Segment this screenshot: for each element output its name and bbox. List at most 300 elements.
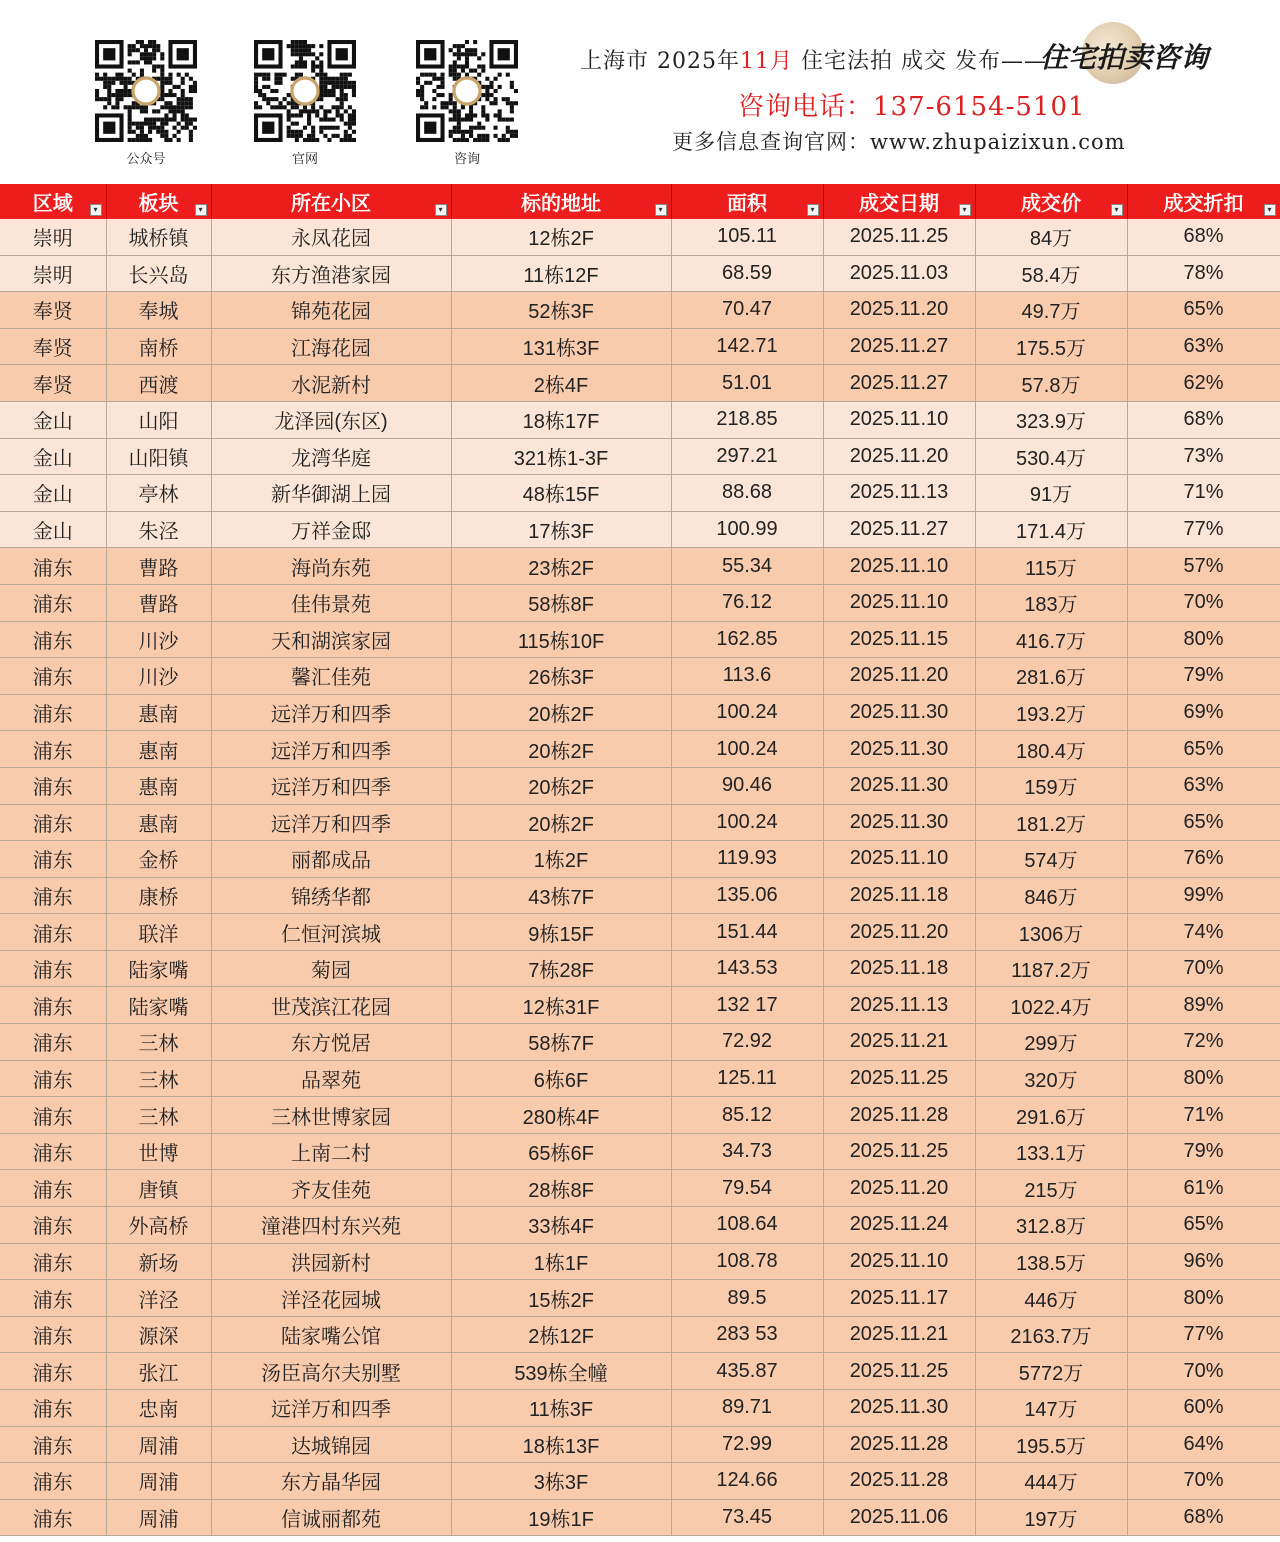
cell-area: 68.59 [671,255,823,292]
cell-date: 2025.11.17 [823,1280,975,1317]
cell-community: 锦苑花园 [211,292,451,329]
table-row[interactable] [0,328,1280,365]
cell-price: 446万 [975,1280,1127,1317]
cell-community: 馨汇佳苑 [211,658,451,695]
cell-area: 88.68 [671,475,823,512]
cell-price: 171.4万 [975,511,1127,548]
table-header-row [0,184,1280,219]
cell-area: 79.54 [671,1170,823,1207]
cell-discount: 63% [1127,328,1280,365]
cell-area: 435.87 [671,1353,823,1390]
cell-address: 280栋4F [451,1097,671,1134]
cell-discount: 68% [1127,219,1280,255]
cell-price: 5772万 [975,1353,1127,1390]
cell-price: 57.8万 [975,365,1127,402]
cell-area: 100.24 [671,731,823,768]
cell-block: 周浦 [106,1426,211,1463]
table-row[interactable] [0,841,1280,878]
cell-date: 2025.11.10 [823,1243,975,1280]
cell-area: 90.46 [671,767,823,804]
cell-region: 浦东 [0,841,106,878]
cell-region: 浦东 [0,584,106,621]
cell-date: 2025.11.15 [823,621,975,658]
cell-price: 312.8万 [975,1207,1127,1244]
cell-address: 17栋3F [451,511,671,548]
cell-price: 1306万 [975,914,1127,951]
cell-region: 浦东 [0,1353,106,1390]
qr-code-wechat[interactable] [95,40,197,167]
cell-region: 奉贤 [0,292,106,329]
cell-date: 2025.11.24 [823,1207,975,1244]
cell-community: 江海花园 [211,328,451,365]
cell-date: 2025.11.10 [823,401,975,438]
qr-caption: 官网 [291,152,318,167]
cell-address: 65栋6F [451,1133,671,1170]
cell-address: 12栋2F [451,219,671,255]
cell-address: 52栋3F [451,292,671,329]
cell-region: 金山 [0,438,106,475]
cell-block: 洋泾 [106,1280,211,1317]
cell-address: 321栋1-3F [451,438,671,475]
cell-date: 2025.11.30 [823,1390,975,1427]
cell-date: 2025.11.10 [823,584,975,621]
cell-block: 川沙 [106,658,211,695]
cell-discount: 69% [1127,694,1280,731]
cell-price: 138.5万 [975,1243,1127,1280]
cell-area: 132 17 [671,987,823,1024]
table-row[interactable] [0,511,1280,548]
website-link[interactable]: www.zhupaizixun.com [870,130,1126,154]
table-row[interactable] [0,658,1280,695]
cell-region: 浦东 [0,987,106,1024]
cell-area: 125.11 [671,1060,823,1097]
cell-region: 浦东 [0,621,106,658]
cell-community: 达城锦园 [211,1426,451,1463]
cell-region: 浦东 [0,1060,106,1097]
cell-discount: 64% [1127,1426,1280,1463]
cell-region: 金山 [0,511,106,548]
cell-community: 洋泾花园城 [211,1280,451,1317]
cell-block: 三林 [106,1060,211,1097]
table-row[interactable] [0,292,1280,329]
title-suffix: 住宅法拍 成交 发布—— [792,49,1047,74]
table-row[interactable] [0,914,1280,951]
cell-community: 远洋万和四季 [211,804,451,841]
qr-caption: 咨询 [453,152,480,167]
cell-region: 浦东 [0,1024,106,1061]
cell-address: 7栋28F [451,950,671,987]
cell-discount: 62% [1127,365,1280,402]
cell-region: 金山 [0,475,106,512]
cell-discount: 76% [1127,841,1280,878]
cell-price: 1187.2万 [975,950,1127,987]
cell-region: 金山 [0,401,106,438]
cell-address: 18栋17F [451,401,671,438]
table-row[interactable] [0,767,1280,804]
cell-area: 85.12 [671,1097,823,1134]
cell-discount: 68% [1127,1499,1280,1536]
cell-address: 539栋全幢 [451,1353,671,1390]
cell-region: 奉贤 [0,328,106,365]
table-row[interactable] [0,731,1280,768]
column-header-discount[interactable]: 成交折扣 ▾ [1127,184,1280,219]
cell-area: 143.53 [671,950,823,987]
cell-discount: 73% [1127,438,1280,475]
cell-community: 锦绣华都 [211,877,451,914]
cell-block: 外高桥 [106,1207,211,1244]
cell-area: 55.34 [671,548,823,585]
cell-area: 151.44 [671,914,823,951]
cell-discount: 60% [1127,1390,1280,1427]
cell-price: 58.4万 [975,255,1127,292]
cell-discount: 96% [1127,1243,1280,1280]
cell-price: 180.4万 [975,731,1127,768]
cell-community: 远洋万和四季 [211,694,451,731]
cell-date: 2025.11.13 [823,475,975,512]
table-row[interactable] [0,1353,1280,1390]
cell-discount: 77% [1127,1316,1280,1353]
cell-block: 陆家嘴 [106,950,211,987]
table-row[interactable] [0,1097,1280,1134]
cell-date: 2025.11.30 [823,767,975,804]
cell-address: 20栋2F [451,804,671,841]
cell-discount: 80% [1127,1060,1280,1097]
table-row[interactable] [0,1170,1280,1207]
cell-region: 浦东 [0,1390,106,1427]
cell-block: 世博 [106,1133,211,1170]
table-row[interactable] [0,584,1280,621]
table-row[interactable] [0,694,1280,731]
cell-discount: 70% [1127,584,1280,621]
cell-area: 51.01 [671,365,823,402]
cell-area: 135.06 [671,877,823,914]
qr-caption: 公众号 [126,152,166,167]
cell-discount: 89% [1127,987,1280,1024]
table-row[interactable] [0,1024,1280,1061]
cell-block: 惠南 [106,694,211,731]
cell-block: 新场 [106,1243,211,1280]
cell-block: 联洋 [106,914,211,951]
cell-price: 147万 [975,1390,1127,1427]
cell-community: 龙湾华庭 [211,438,451,475]
cell-area: 34.73 [671,1133,823,1170]
column-header-community[interactable]: 所在小区 ▾ [211,184,451,219]
cell-region: 浦东 [0,877,106,914]
column-header-address[interactable]: 标的地址 ▾ [451,184,671,219]
cell-discount: 65% [1127,804,1280,841]
filter-dropdown-icon[interactable]: ▾ [435,204,447,216]
cell-price: 323.9万 [975,401,1127,438]
cell-address: 6栋6F [451,1060,671,1097]
filter-dropdown-icon[interactable]: ▾ [959,204,971,216]
website-line [672,126,1126,156]
brand-logo: 住宅拍卖咨询 [1040,41,1209,74]
cell-community: 齐友佳苑 [211,1170,451,1207]
qr-code-website[interactable] [254,40,356,167]
cell-area: 113.6 [671,658,823,695]
cell-address: 20栋2F [451,731,671,768]
cell-block: 惠南 [106,804,211,841]
cell-price: 175.5万 [975,328,1127,365]
cell-discount: 61% [1127,1170,1280,1207]
cell-block: 惠南 [106,731,211,768]
cell-price: 84万 [975,219,1127,255]
cell-region: 浦东 [0,1097,106,1134]
cell-date: 2025.11.03 [823,255,975,292]
cell-address: 20栋2F [451,767,671,804]
cell-address: 11栋12F [451,255,671,292]
cell-address: 2栋4F [451,365,671,402]
cell-price: 91万 [975,475,1127,512]
cell-address: 115栋10F [451,621,671,658]
cell-block: 曹路 [106,584,211,621]
cell-region: 浦东 [0,1280,106,1317]
cell-discount: 99% [1127,877,1280,914]
cell-area: 108.78 [671,1243,823,1280]
cell-price: 1022.4万 [975,987,1127,1024]
cell-address: 2栋12F [451,1316,671,1353]
table-row[interactable] [0,219,1280,255]
qr-code-icon [416,40,518,142]
cell-date: 2025.11.06 [823,1499,975,1536]
cell-discount: 70% [1127,1463,1280,1500]
cell-address: 3栋3F [451,1463,671,1500]
cell-price: 197万 [975,1499,1127,1536]
cell-address: 43栋7F [451,877,671,914]
cell-date: 2025.11.13 [823,987,975,1024]
cell-date: 2025.11.20 [823,292,975,329]
cell-price: 291.6万 [975,1097,1127,1134]
cell-community: 汤臣高尔夫别墅 [211,1353,451,1390]
cell-date: 2025.11.30 [823,694,975,731]
column-header-block[interactable]: 板块 ▾ [106,184,211,219]
cell-region: 浦东 [0,731,106,768]
table-row[interactable] [0,1207,1280,1244]
cell-region: 崇明 [0,219,106,255]
table-row[interactable] [0,438,1280,475]
table-row[interactable] [0,804,1280,841]
table-row[interactable] [0,621,1280,658]
cell-region: 浦东 [0,694,106,731]
cell-date: 2025.11.25 [823,219,975,255]
cell-address: 11栋3F [451,1390,671,1427]
title-month: 11月 [739,49,793,74]
cell-block: 亭林 [106,475,211,512]
cell-address: 15栋2F [451,1280,671,1317]
table-row[interactable] [0,1280,1280,1317]
cell-community: 远洋万和四季 [211,767,451,804]
cell-area: 218.85 [671,401,823,438]
table-row[interactable] [0,401,1280,438]
cell-community: 丽都成品 [211,841,451,878]
column-header-region[interactable]: 区域 ▾ [0,184,106,219]
cell-community: 海尚东苑 [211,548,451,585]
cell-area: 100.99 [671,511,823,548]
cell-community: 陆家嘴公馆 [211,1316,451,1353]
column-header-area[interactable]: 面积 ▾ [671,184,823,219]
cell-area: 283 53 [671,1316,823,1353]
cell-price: 530.4万 [975,438,1127,475]
cell-date: 2025.11.21 [823,1024,975,1061]
cell-price: 193.2万 [975,694,1127,731]
cell-date: 2025.11.28 [823,1463,975,1500]
phone-number[interactable]: 137-6154-5101 [873,92,1086,122]
cell-area: 100.24 [671,804,823,841]
cell-community: 天和湖滨家园 [211,621,451,658]
cell-community: 三林世博家园 [211,1097,451,1134]
cell-discount: 65% [1127,1207,1280,1244]
cell-address: 1栋2F [451,841,671,878]
table-row[interactable] [0,1133,1280,1170]
cell-community: 水泥新村 [211,365,451,402]
cell-area: 124.66 [671,1463,823,1500]
cell-area: 119.93 [671,841,823,878]
cell-discount: 77% [1127,511,1280,548]
cell-community: 新华御湖上园 [211,475,451,512]
cell-discount: 68% [1127,401,1280,438]
cell-discount: 70% [1127,950,1280,987]
cell-area: 297.21 [671,438,823,475]
cell-area: 72.99 [671,1426,823,1463]
cell-region: 浦东 [0,1426,106,1463]
title-prefix: 上海市 2025年 [580,49,740,74]
filter-dropdown-icon[interactable]: ▾ [1111,204,1123,216]
cell-block: 金桥 [106,841,211,878]
cell-address: 26栋3F [451,658,671,695]
cell-date: 2025.11.28 [823,1097,975,1134]
filter-dropdown-icon[interactable]: ▾ [1264,204,1276,216]
cell-date: 2025.11.10 [823,548,975,585]
table-row[interactable] [0,548,1280,585]
cell-address: 28栋8F [451,1170,671,1207]
column-header-price[interactable]: 成交价 ▾ [975,184,1127,219]
cell-block: 唐镇 [106,1170,211,1207]
cell-date: 2025.11.27 [823,511,975,548]
cell-date: 2025.11.20 [823,1170,975,1207]
cell-block: 长兴岛 [106,255,211,292]
website-label: 更多信息查询官网： [672,130,870,154]
cell-region: 浦东 [0,548,106,585]
cell-address: 131栋3F [451,328,671,365]
cell-block: 川沙 [106,621,211,658]
cell-price: 133.1万 [975,1133,1127,1170]
cell-date: 2025.11.25 [823,1133,975,1170]
cell-region: 浦东 [0,1133,106,1170]
cell-price: 320万 [975,1060,1127,1097]
table-row[interactable] [0,1390,1280,1427]
cell-region: 浦东 [0,1170,106,1207]
cell-address: 58栋8F [451,584,671,621]
filter-dropdown-icon[interactable]: ▾ [807,204,819,216]
cell-price: 181.2万 [975,804,1127,841]
cell-community: 佳伟景苑 [211,584,451,621]
auction-table [0,184,1280,1536]
cell-date: 2025.11.20 [823,438,975,475]
cell-area: 100.24 [671,694,823,731]
cell-area: 89.71 [671,1390,823,1427]
cell-block: 山阳 [106,401,211,438]
table-row[interactable] [0,1316,1280,1353]
table-body [0,219,1280,1536]
cell-region: 浦东 [0,658,106,695]
table-row[interactable] [0,255,1280,292]
filter-dropdown-icon[interactable]: ▾ [90,204,102,216]
cell-block: 南桥 [106,328,211,365]
cell-date: 2025.11.27 [823,328,975,365]
cell-date: 2025.11.20 [823,658,975,695]
cell-block: 奉城 [106,292,211,329]
cell-community: 菊园 [211,950,451,987]
table-row[interactable] [0,1426,1280,1463]
cell-price: 49.7万 [975,292,1127,329]
cell-discount: 78% [1127,255,1280,292]
cell-region: 浦东 [0,804,106,841]
cell-address: 9栋15F [451,914,671,951]
cell-address: 18栋13F [451,1426,671,1463]
cell-region: 浦东 [0,1243,106,1280]
cell-block: 三林 [106,1024,211,1061]
cell-community: 远洋万和四季 [211,1390,451,1427]
cell-community: 龙泽园(东区) [211,401,451,438]
cell-region: 浦东 [0,1316,106,1353]
cell-block: 山阳镇 [106,438,211,475]
table-row[interactable] [0,877,1280,914]
qr-code-consult[interactable] [416,40,518,167]
qr-code-icon [254,40,356,142]
cell-community: 上南二村 [211,1133,451,1170]
cell-discount: 71% [1127,475,1280,512]
cell-block: 张江 [106,1353,211,1390]
filter-dropdown-icon[interactable]: ▾ [195,204,207,216]
cell-date: 2025.11.28 [823,1426,975,1463]
cell-community: 万祥金邸 [211,511,451,548]
cell-community: 信诚丽都苑 [211,1499,451,1536]
cell-address: 1栋1F [451,1243,671,1280]
filter-dropdown-icon[interactable]: ▾ [655,204,667,216]
table-row[interactable] [0,1060,1280,1097]
cell-region: 浦东 [0,914,106,951]
cell-block: 曹路 [106,548,211,585]
table-row[interactable] [0,1499,1280,1536]
cell-price: 416.7万 [975,621,1127,658]
column-header-date[interactable]: 成交日期 ▾ [823,184,975,219]
table-row[interactable] [0,950,1280,987]
cell-price: 2163.7万 [975,1316,1127,1353]
cell-date: 2025.11.18 [823,877,975,914]
cell-region: 浦东 [0,1499,106,1536]
cell-date: 2025.11.21 [823,1316,975,1353]
cell-area: 105.11 [671,219,823,255]
table-row[interactable] [0,365,1280,402]
cell-community: 远洋万和四季 [211,731,451,768]
cell-region: 浦东 [0,1207,106,1244]
cell-date: 2025.11.25 [823,1353,975,1390]
cell-price: 281.6万 [975,658,1127,695]
cell-discount: 80% [1127,1280,1280,1317]
cell-community: 东方晶华园 [211,1463,451,1500]
table-row[interactable] [0,1243,1280,1280]
cell-discount: 79% [1127,1133,1280,1170]
phone-line [738,86,1086,123]
cell-area: 70.47 [671,292,823,329]
table-row[interactable] [0,987,1280,1024]
cell-discount: 65% [1127,731,1280,768]
cell-discount: 79% [1127,658,1280,695]
table-row[interactable] [0,475,1280,512]
cell-price: 299万 [975,1024,1127,1061]
table-row[interactable] [0,1463,1280,1500]
cell-community: 永凤花园 [211,219,451,255]
